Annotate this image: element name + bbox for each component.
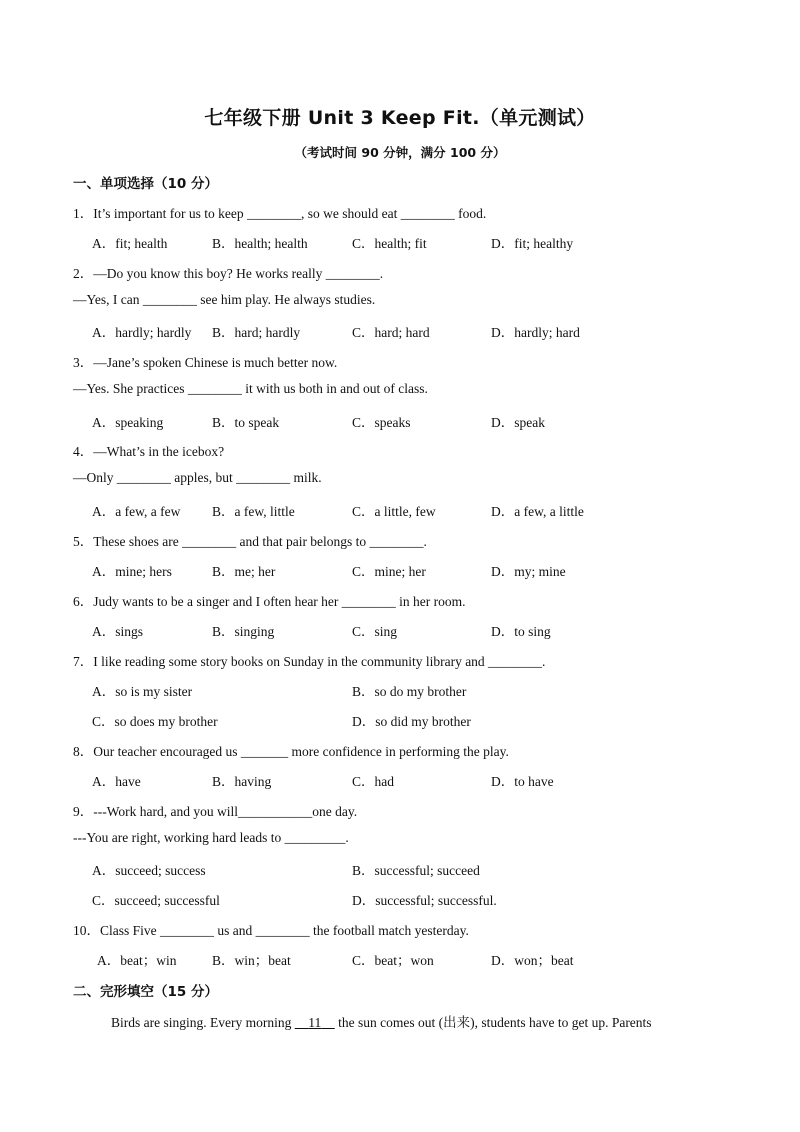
cloze-passage-line (111, 1011, 652, 1031)
question-6-stem: 6．Judy wants to be a singer and I often hear her ________ in her room. (73, 594, 466, 609)
q7-option-b: B．so do my brother (352, 684, 467, 699)
question-4-stem: 4．—What’s in the icebox? (73, 444, 225, 459)
passage-text-start: Birds are singing. Every morning (111, 1015, 292, 1030)
q9-option-c: C．succeed; successful (92, 893, 220, 908)
q5-option-d: D．my; mine (491, 564, 566, 579)
q1-option-b: B．health; health (212, 236, 308, 251)
q4-option-d: D．a few, a little (491, 504, 584, 519)
q10-option-d: D．won；beat (491, 953, 574, 968)
q1-option-a: A．fit; health (92, 236, 168, 251)
q5-option-a: A．mine; hers (92, 564, 172, 579)
q7-option-c: C．so does my brother (92, 714, 218, 729)
question-10-stem: 10．Class Five ________ us and ________ the football match yesterday. (73, 923, 469, 938)
q6-option-c: C．sing (352, 624, 398, 639)
q4-option-b: B．a few, little (212, 504, 295, 519)
q3-option-c: C．speaks (352, 415, 411, 430)
q9-option-b: B．successful; succeed (352, 863, 480, 878)
question-8-stem: 8．Our teacher encouraged us _______ more confidence in performing the play. (73, 744, 509, 759)
cloze-blank-11 (295, 1015, 335, 1030)
q8-option-c: C．had (352, 774, 394, 789)
q1-option-d: D．fit; healthy (491, 236, 574, 251)
q2-option-b: B．hard; hardly (212, 325, 301, 340)
blank-number: 11 (308, 1015, 322, 1030)
question-1-stem: 1．It’s important for us to keep ________, so we should eat ________ food. (73, 206, 487, 221)
question-2-stem: 2．—Do you know this boy? He works really ________. (73, 266, 384, 281)
page-subtitle: （考试时间 90 分钟，满分 100 分） (294, 145, 506, 160)
q3-option-a: A．speaking (92, 415, 164, 430)
q2-option-c: C．hard; hard (352, 325, 430, 340)
question-4-stem-reply: —Only ________ apples, but ________ milk. (73, 470, 322, 485)
question-5-stem: 5．These shoes are ________ and that pair belongs to ________. (73, 534, 427, 549)
question-9-stem-reply: ---You are right, working hard leads to _________. (73, 830, 349, 845)
question-3-stem-reply: —Yes. She practices ________ it with us both in and out of class. (73, 381, 428, 396)
q6-option-b: B．singing (212, 624, 275, 639)
question-9-stem: 9．---Work hard, and you will___________one day. (73, 804, 358, 819)
q10-option-c: C．beat；won (352, 953, 434, 968)
q5-option-b: B．me; her (212, 564, 276, 579)
question-3-stem: 3．—Jane’s spoken Chinese is much better now. (73, 355, 338, 370)
q5-option-c: C．mine; her (352, 564, 426, 579)
q2-option-a: A．hardly; hardly (92, 325, 192, 340)
q7-option-a: A．so is my sister (92, 684, 193, 699)
section-heading-1: 一、单项选择（10 分） (73, 176, 218, 192)
passage-text-rest: the sun comes out (出来), students have to get up. Parents (338, 1015, 652, 1030)
q3-option-d: D．speak (491, 415, 545, 430)
q6-option-d: D．to sing (491, 624, 551, 639)
q9-option-a: A．succeed; success (92, 863, 206, 878)
q2-option-d: D．hardly; hard (491, 325, 580, 340)
q1-option-c: C．health; fit (352, 236, 427, 251)
section-heading-2: 二、完形填空（15 分） (73, 984, 218, 1000)
page-title: 七年级下册 Unit 3 Keep Fit.（单元测试） (204, 107, 596, 129)
q8-option-a: A．have (92, 774, 141, 789)
q3-option-b: B．to speak (212, 415, 280, 430)
q9-option-d: D．successful; successful. (352, 893, 497, 908)
q4-option-c: C．a little, few (352, 504, 436, 519)
q10-option-a: A．beat；win (97, 953, 177, 968)
q7-option-d: D．so did my brother (352, 714, 471, 729)
q4-option-a: A．a few, a few (92, 504, 181, 519)
q8-option-d: D．to have (491, 774, 554, 789)
question-2-stem-reply: —Yes, I can ________ see him play. He always studies. (73, 292, 376, 307)
q8-option-b: B．having (212, 774, 272, 789)
question-7-stem: 7．I like reading some story books on Sunday in the community library and ________. (73, 654, 546, 669)
q6-option-a: A．sings (92, 624, 144, 639)
q10-option-b: B．win；beat (212, 953, 291, 968)
